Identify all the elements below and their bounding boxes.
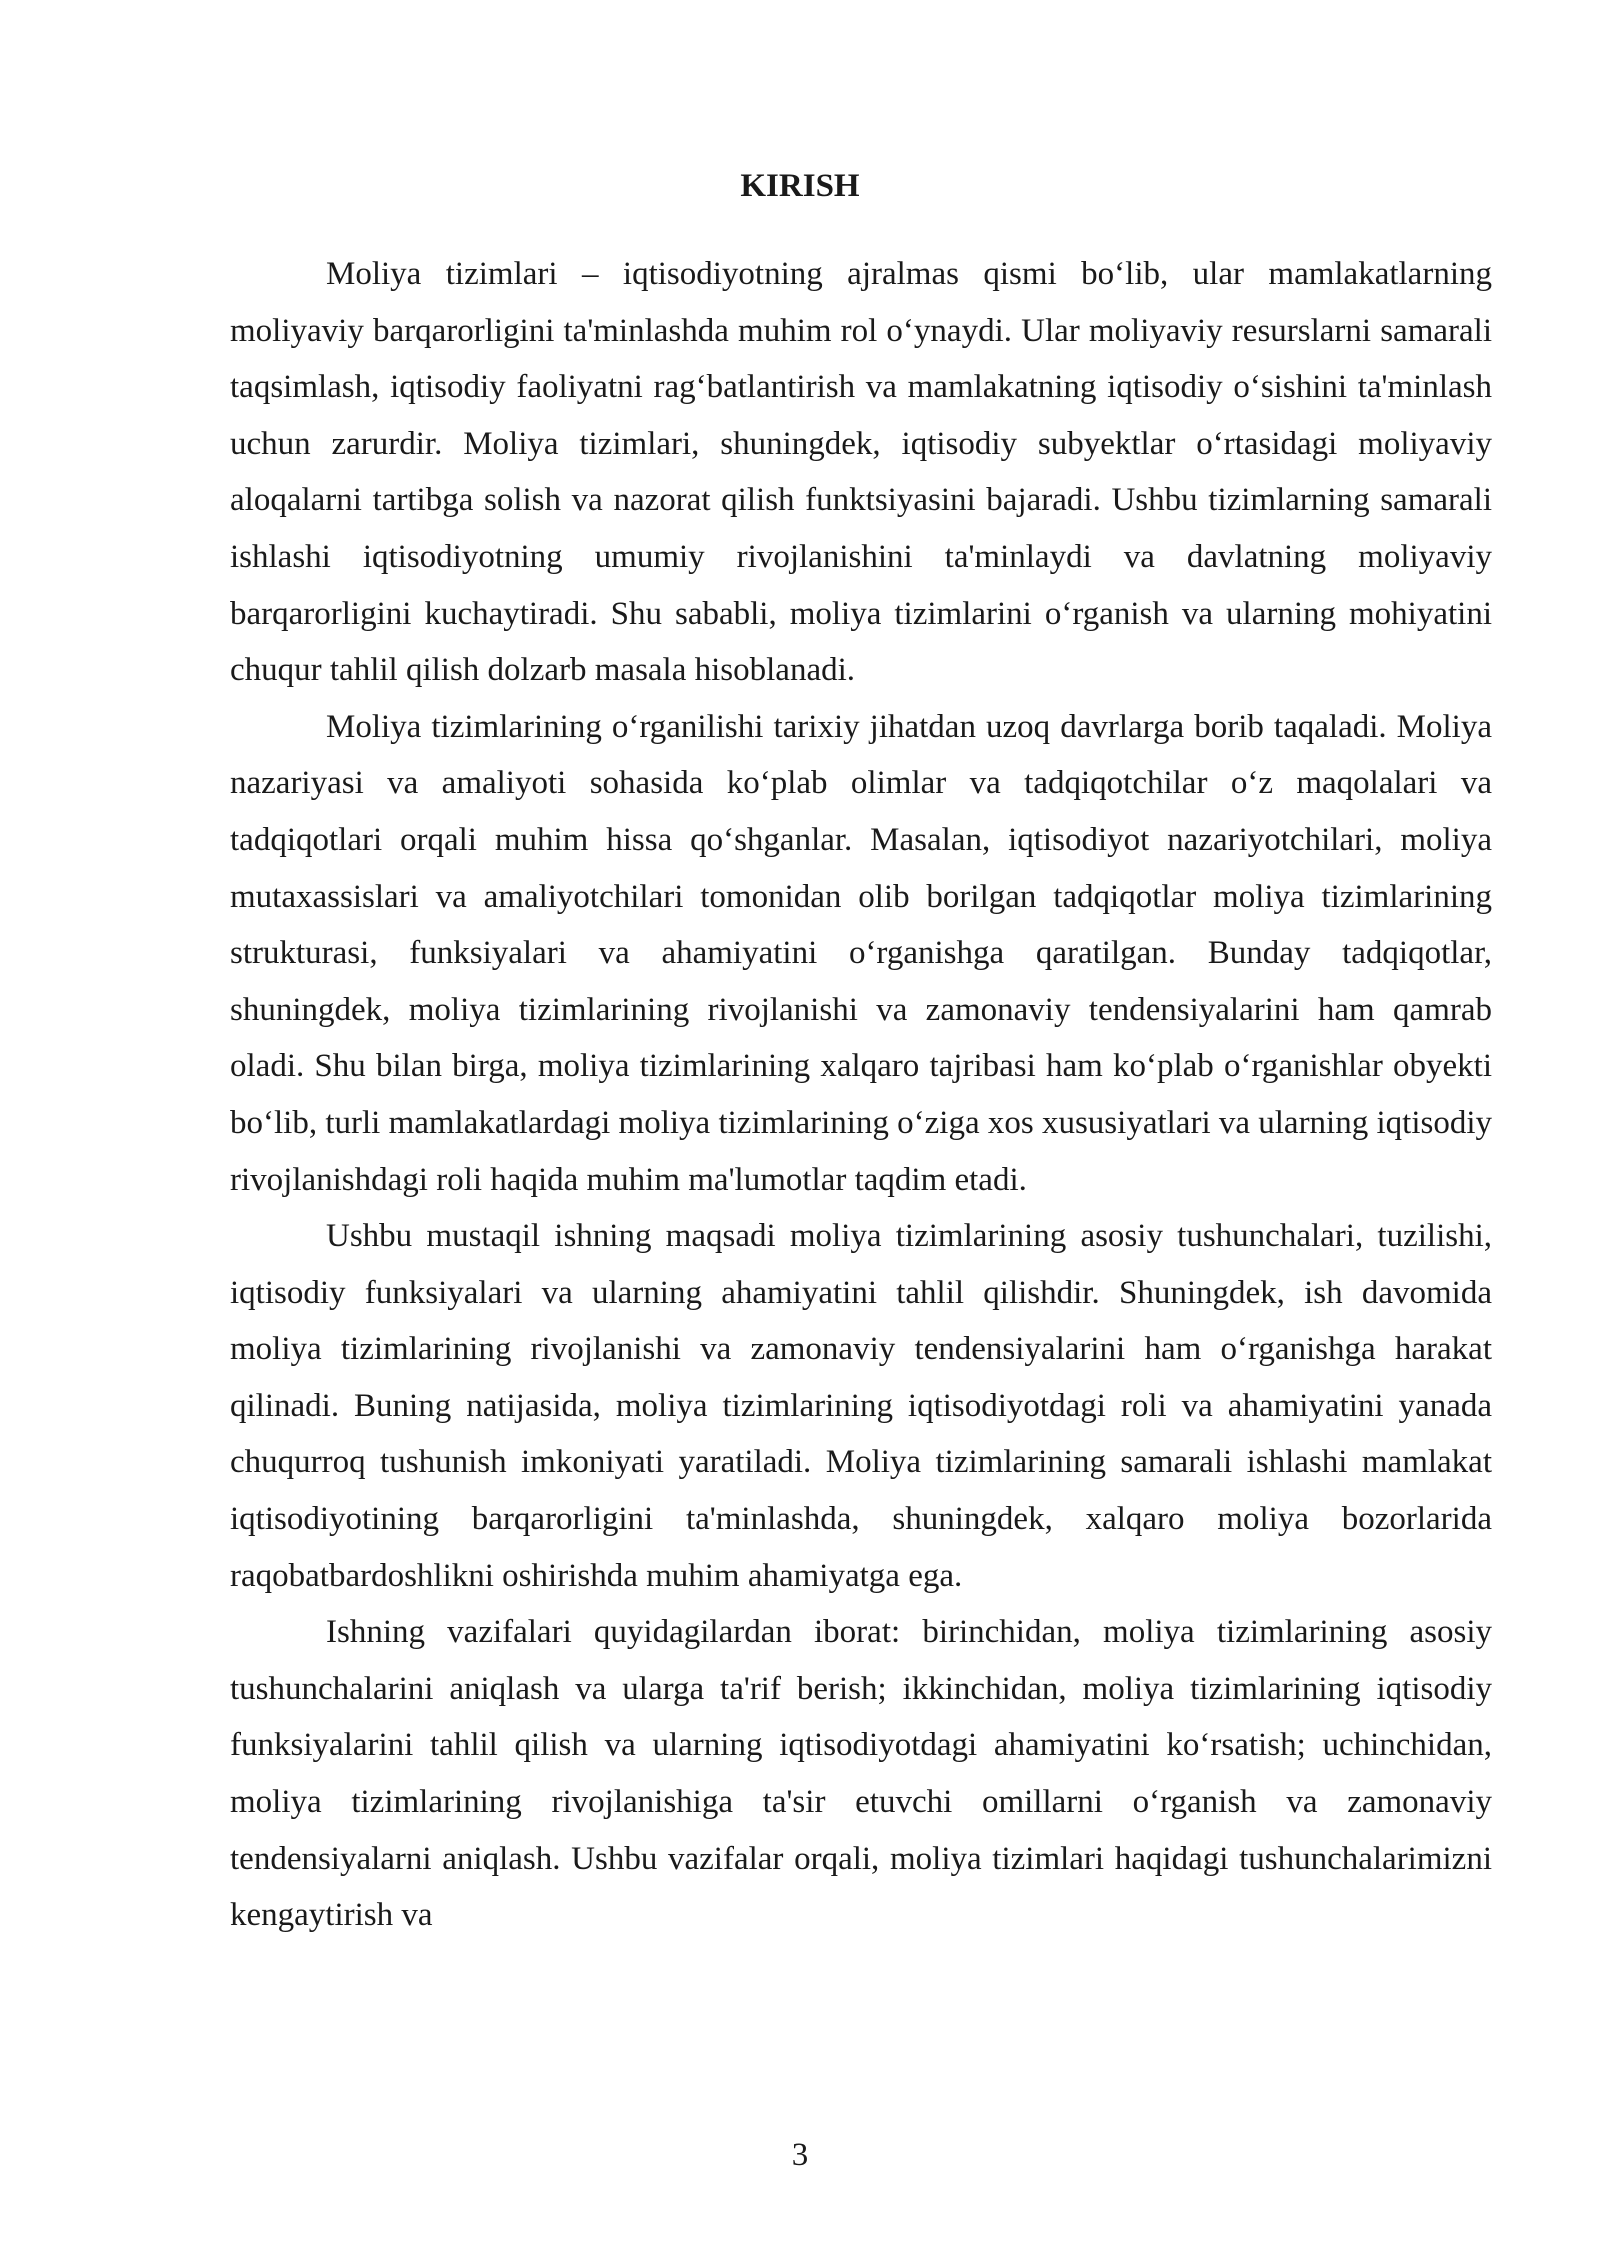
page-title: KIRISH [740,168,860,204]
paragraph-4: Ishning vazifalari quyidagilardan iborat: birinchidan, moliya tizimlarining asosiy tushunchalarini aniqlash va ularga ta'rif berish; ikkinchidan, moliya tizimlarining iqtisodiy funksiyalarini tahlil qilish va ularning iqtisodiyotdagi ahamiyatini ko‘rsatish; uchinchidan, moliya tizimlarining rivojlanishiga ta'sir etuvchi omillarni o‘rganish va zamonaviy tendensiyalarni aniqlash. Ushbu vazifalar orqali, moliya tizimlari haqidagi tushunchalarimizni kengaytirish va [230,1614,1492,1934]
paragraph-3: Ushbu mustaqil ishning maqsadi moliya tizimlarining asosiy tushunchalari, tuzilishi, iqtisodiy funksiyalari va ularning ahamiyatini tahlil qilishdir. Shuningdek, ish davomida moliya tizimlarining rivojlanishi va zamonaviy tendensiyalarini ham o‘rganishga harakat qilinadi. Buning natijasida, moliya tizimlarining iqtisodiyotdagi roli va ahamiyatini yanada chuqurroq tushunish imkoniyati yaratiladi. Moliya tizimlarining samarali ishlashi mamlakat iqtisodiyotining barqarorligini ta'minlashda, shuningdek, xalqaro moliya bozorlarida raqobatbardoshlikni oshirishda muhim ahamiyatga ega. [230,1218,1492,1594]
paragraph-2: Moliya tizimlarining o‘rganilishi tarixiy jihatdan uzoq davrlarga borib taqaladi. Moliya nazariyasi va amaliyoti sohasida ko‘plab olimlar va tadqiqotchilar o‘z maqolalari va tadqiqotlari orqali muhim hissa qo‘shganlar. Masalan, iqtisodiyot nazariyotchilari, moliya mutaxassislari va amaliyotchilari tomonidan olib borilgan tadqiqotlar moliya tizimlarining strukturasi, funksiyalari va ahamiyatini o‘rganishga qaratilgan. Bunday tadqiqotlar, shuningdek, moliya tizimlarining rivojlanishi va zamonaviy tendensiyalarini ham qamrab oladi. Shu bilan birga, moliya tizimlarining xalqaro tajribasi ham ko‘plab o‘rganishlar obyekti bo‘lib, turli mamlakatlardagi moliya tizimlarining o‘ziga xos xususiyatlari va ularning iqtisodiy rivojlanishdagi roli haqida muhim ma'lumotlar taqdim etadi. [230,708,1492,1198]
body-text [230,246,1492,1944]
page-number: 3 [791,2137,809,2173]
paragraph-1: Moliya tizimlari – iqtisodiyotning ajralmas qismi bo‘lib, ular mamlakatlarning moliyaviy barqarorligini ta'minlashda muhim rol o‘ynaydi. Ular moliyaviy resurslarni samarali taqsimlash, iqtisodiy faoliyatni rag‘batlantirish va mamlakatning iqtisodiy o‘sishini ta'minlash uchun zarurdir. Moliya tizimlari, shuningdek, iqtisodiy subyektlar o‘rtasidagi moliyaviy aloqalarni tartibga solish va nazorat qilish funktsiyasini bajaradi. Ushbu tizimlarning samarali ishlashi iqtisodiyotning umumiy rivojlanishini ta'minlaydi va davlatning moliyaviy barqarorligini kuchaytiradi. Shu sababli, moliya tizimlarini o‘rganish va ularning mohiyatini chuqur tahlil qilish dolzarb masala hisoblanadi. [230,256,1492,689]
